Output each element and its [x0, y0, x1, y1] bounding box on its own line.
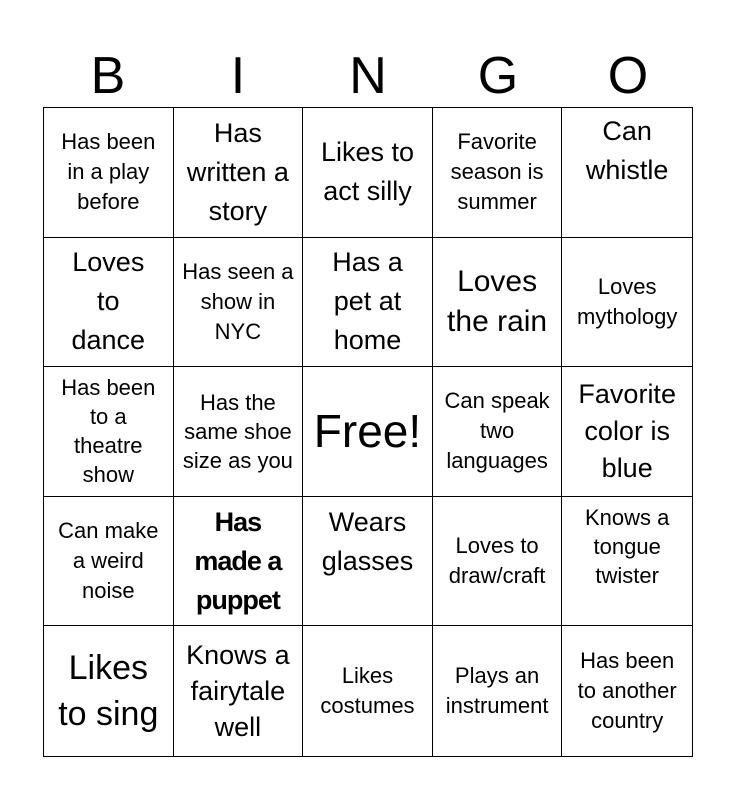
bingo-cell-i5[interactable]	[174, 626, 304, 756]
cell-text: Has been in a play before	[61, 129, 156, 215]
header-letter-n: N	[349, 47, 387, 105]
bingo-cell-o5[interactable]	[562, 626, 692, 756]
bingo-cell-g2[interactable]	[433, 238, 563, 368]
cell-text: Has a pet at home	[332, 247, 403, 356]
bingo-header	[43, 46, 693, 106]
bingo-cell-o2[interactable]	[562, 238, 692, 368]
cell-text: Loves the rain	[447, 264, 548, 338]
bingo-cell-i3[interactable]	[174, 367, 304, 497]
bingo-cell-n2[interactable]	[303, 238, 433, 368]
bingo-cell-b1[interactable]	[44, 108, 174, 238]
cell-text: Has made a puppet	[194, 506, 282, 615]
cell-text: Wears glasses	[321, 506, 414, 576]
bingo-cell-n3[interactable]	[303, 367, 433, 497]
cell-text: Likes costumes	[320, 663, 415, 719]
bingo-cell-i4[interactable]	[174, 497, 304, 627]
cell-text: Loves to draw/craft	[448, 533, 546, 589]
bingo-cell-g1[interactable]	[433, 108, 563, 238]
bingo-cell-o1[interactable]	[562, 108, 692, 238]
cell-text: Favorite season is summer	[450, 129, 544, 215]
cell-text: Has been to another country	[577, 648, 677, 734]
cell-text: Loves mythology	[577, 273, 678, 329]
bingo-cell-b5[interactable]	[44, 626, 174, 756]
bingo-cell-o4[interactable]	[562, 497, 692, 627]
header-letter-i: I	[230, 47, 246, 105]
bingo-cell-i2[interactable]	[174, 238, 304, 368]
header-letter-b: B	[90, 47, 126, 105]
cell-text: Has been to a theatre show	[61, 375, 156, 488]
bingo-cell-n4[interactable]	[303, 497, 433, 627]
cell-text: Knows a tongue twister	[584, 504, 670, 588]
header-letter-g: G	[477, 47, 519, 105]
bingo-cell-b2[interactable]	[44, 238, 174, 368]
cell-text: Knows a fairytale well	[186, 640, 290, 743]
header-letter-o: O	[607, 47, 649, 105]
bingo-cell-b3[interactable]	[44, 367, 174, 497]
bingo-board	[43, 107, 693, 757]
bingo-cell-b4[interactable]	[44, 497, 174, 627]
cell-text: Can make a weird noise	[58, 518, 159, 604]
cell-text: Favorite color is blue	[578, 378, 676, 483]
cell-text: Likes to act silly	[320, 137, 415, 207]
bingo-cell-n5[interactable]	[303, 626, 433, 756]
cell-text: Likes to sing	[58, 649, 159, 734]
bingo-cell-i1[interactable]	[174, 108, 304, 238]
bingo-cell-o3[interactable]	[562, 367, 692, 497]
cell-text: Loves to dance	[71, 247, 146, 356]
cell-text: Can speak two languages	[444, 388, 550, 474]
bingo-cell-g3[interactable]	[433, 367, 563, 497]
cell-text: Can whistle	[585, 116, 669, 185]
bingo-cell-g4[interactable]	[433, 497, 563, 627]
cell-text: Has written a story	[186, 117, 289, 226]
cell-text: Has the same shoe size as you	[182, 389, 293, 473]
cell-text: Free!	[313, 405, 422, 458]
bingo-cell-g5[interactable]	[433, 626, 563, 756]
cell-text: Has seen a show in NYC	[182, 258, 294, 344]
cell-text: Plays an instrument	[445, 663, 549, 719]
bingo-cell-n1[interactable]	[303, 108, 433, 238]
